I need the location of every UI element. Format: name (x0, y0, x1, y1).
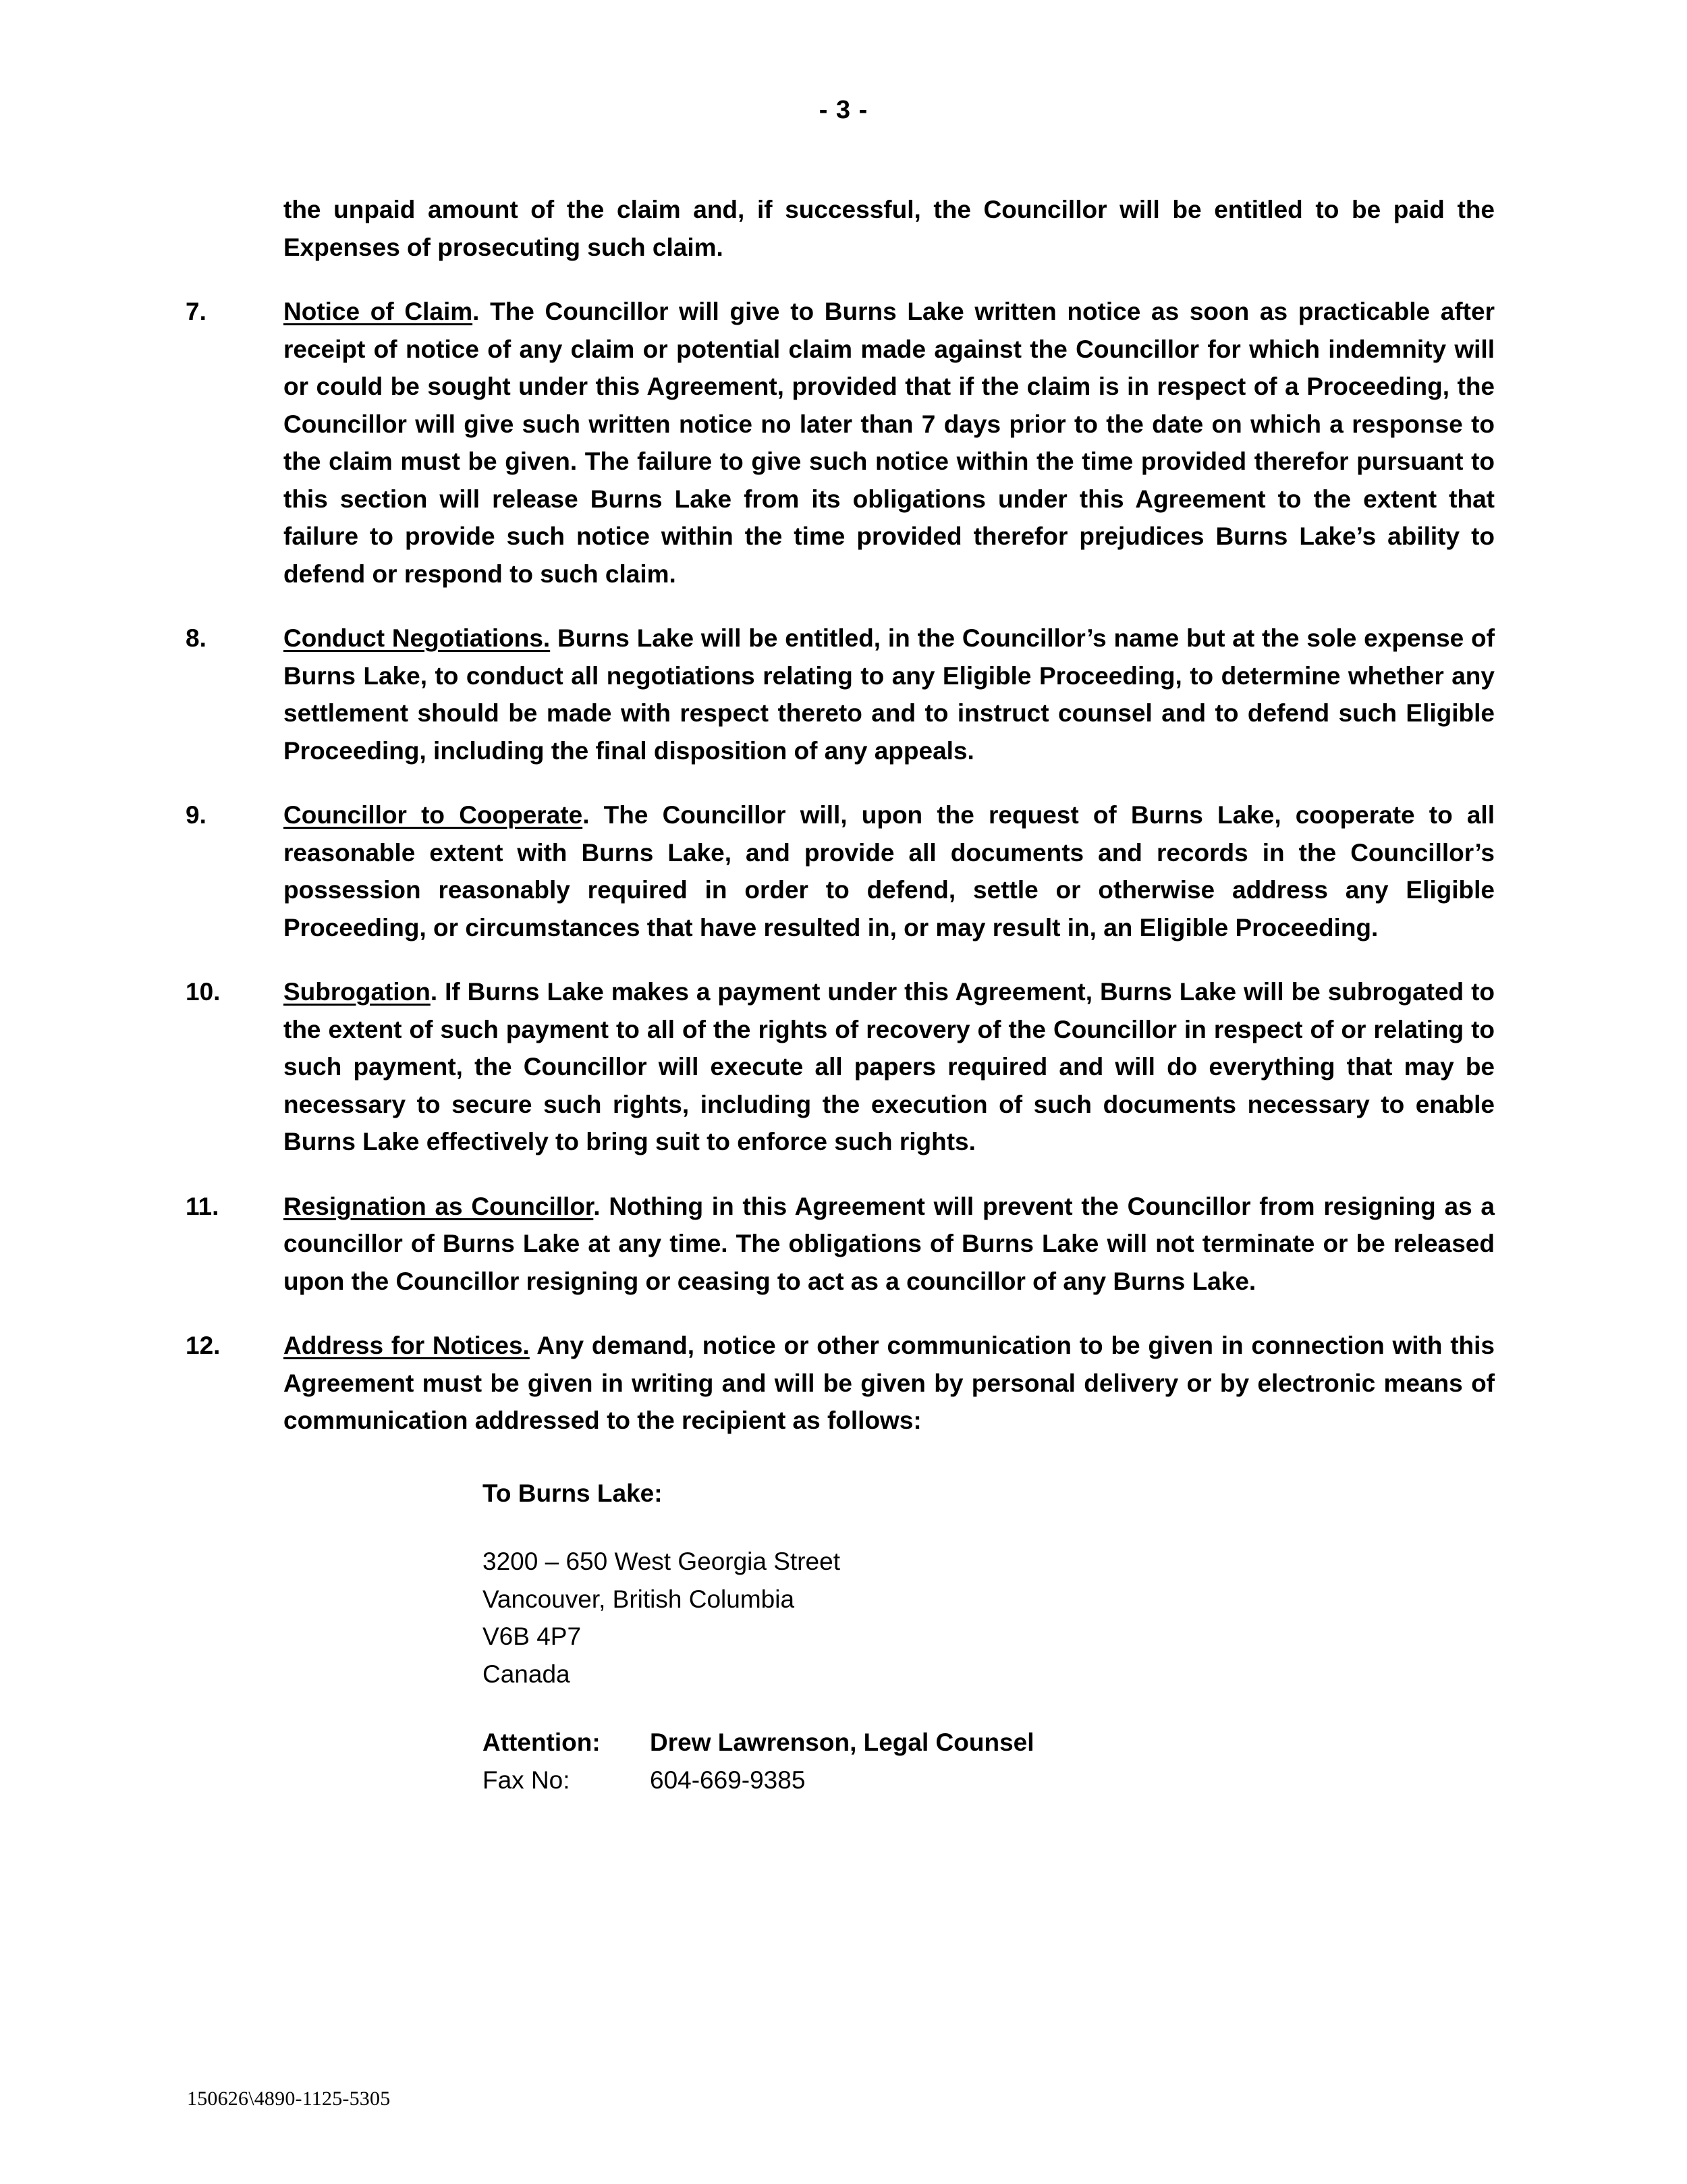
clause-heading: Conduct Negotiations. (283, 624, 551, 652)
attention-label: Attention: (482, 1728, 601, 1756)
notices-address-block (482, 1475, 1495, 1799)
clause-number: 9. (186, 801, 206, 829)
notices-fax-row (482, 1762, 1495, 1799)
clause-number: 11. (186, 1192, 219, 1220)
clause-content: . If Burns Lake makes a payment under this Agreement, Burns Lake will be subrogated to the extent of such payment to all of the rights of recovery of the Councillor in respect of or relating to such payment, the Councillor will execute all papers required and will do everything that may be necessary to secure such rights, including the execution of such documents necessary to enable Burns Lake effectively to bring suit to enforce such rights. (283, 978, 1495, 1155)
clause-12 (186, 1327, 1495, 1440)
address-line: Canada (482, 1660, 570, 1688)
clause-9 (186, 796, 1495, 946)
clause-number: 8. (186, 624, 206, 652)
notices-recipient-title: To Burns Lake: (482, 1479, 663, 1507)
clause-heading: Address for Notices. (283, 1332, 530, 1359)
clause-text (283, 796, 1495, 946)
footer-document-id: 150626\4890-1125-5305 (187, 2087, 391, 2110)
clause-heading: Councillor to Cooperate (283, 801, 583, 829)
clause-11 (186, 1188, 1495, 1301)
clause-content: . The Councillor will, upon the request of Burns Lake, cooperate to all reasonable extent with Burns Lake, and provide all documents and records in the Councillor’s possession reasonably required in order to defend, settle or otherwise address any Eligible Proceeding, or circumstances that have resulted in, or may result in, an Eligible Proceeding. (283, 801, 1495, 941)
clause-heading: Resignation as Councillor (283, 1192, 594, 1220)
document-body (186, 191, 1495, 1799)
clause-10 (186, 973, 1495, 1161)
page-number: - 3 - (819, 96, 868, 124)
fax-label: Fax No: (482, 1766, 570, 1794)
clause-text (283, 1327, 1495, 1440)
clause-content: Any demand, notice or other communication to be given in connection with this Agreement must be given in writing and will be given by personal delivery or by electronic means of communication addressed to the recipient as follows: (283, 1332, 1495, 1434)
clause-number: 10. (186, 978, 221, 1006)
clause-text (283, 620, 1495, 769)
notices-attention-row (482, 1724, 1495, 1762)
clause-content: . The Councillor will give to Burns Lake written notice as soon as practicable after receipt of notice of any claim or potential claim made against the Councillor for which indemnity will or could be sought under this Agreement, provided that if the claim is in respect of a Proceeding, the Councillor will give such written notice no later than 7 days prior to the date on which a response to the claim must be given. The failure to give such notice within the time provided therefor pursuant to this section will release Burns Lake from its obligations under this Agreement to the extent that failure to provide such notice within the time provided therefor prejudices Burns Lake’s ability to defend or respond to such claim. (283, 298, 1495, 588)
clause-text (283, 293, 1495, 593)
clause-number: 7. (186, 298, 206, 325)
fax-value: 604-669-9385 (650, 1766, 806, 1794)
attention-value: Drew Lawrenson, Legal Counsel (650, 1728, 1034, 1756)
clause-text (283, 973, 1495, 1161)
notices-address-lines (482, 1543, 1495, 1693)
clause-number: 12. (186, 1332, 221, 1359)
clause-content: . Nothing in this Agreement will prevent the Councillor from resigning as a councillor of Burns Lake at any time. The obligations of Burns Lake will not terminate or be released upon the Councillor resigning or ceasing to act as a councillor of any Burns Lake. (283, 1192, 1495, 1295)
address-line: V6B 4P7 (482, 1622, 582, 1650)
clause-heading: Subrogation (283, 978, 431, 1006)
address-line: 3200 – 650 West Georgia Street (482, 1548, 840, 1575)
clause-8 (186, 620, 1495, 769)
address-line: Vancouver, British Columbia (482, 1585, 795, 1613)
clause-text (283, 1188, 1495, 1301)
clause-content: Burns Lake will be entitled, in the Councillor’s name but at the sole expense of Burns Lake, to conduct all negotiations relating to any Eligible Proceeding, to determine whether any settlement should be made with respect thereto and to instruct counsel and to defend such Eligible Proceeding, including the final disposition of any appeals. (283, 624, 1495, 765)
lead-paragraph: the unpaid amount of the claim and, if successful, the Councillor will be entitled to be paid the Expenses of prosecuting such claim. (283, 196, 1495, 261)
clause-heading: Notice of Claim (283, 298, 473, 325)
clause-7 (186, 293, 1495, 593)
